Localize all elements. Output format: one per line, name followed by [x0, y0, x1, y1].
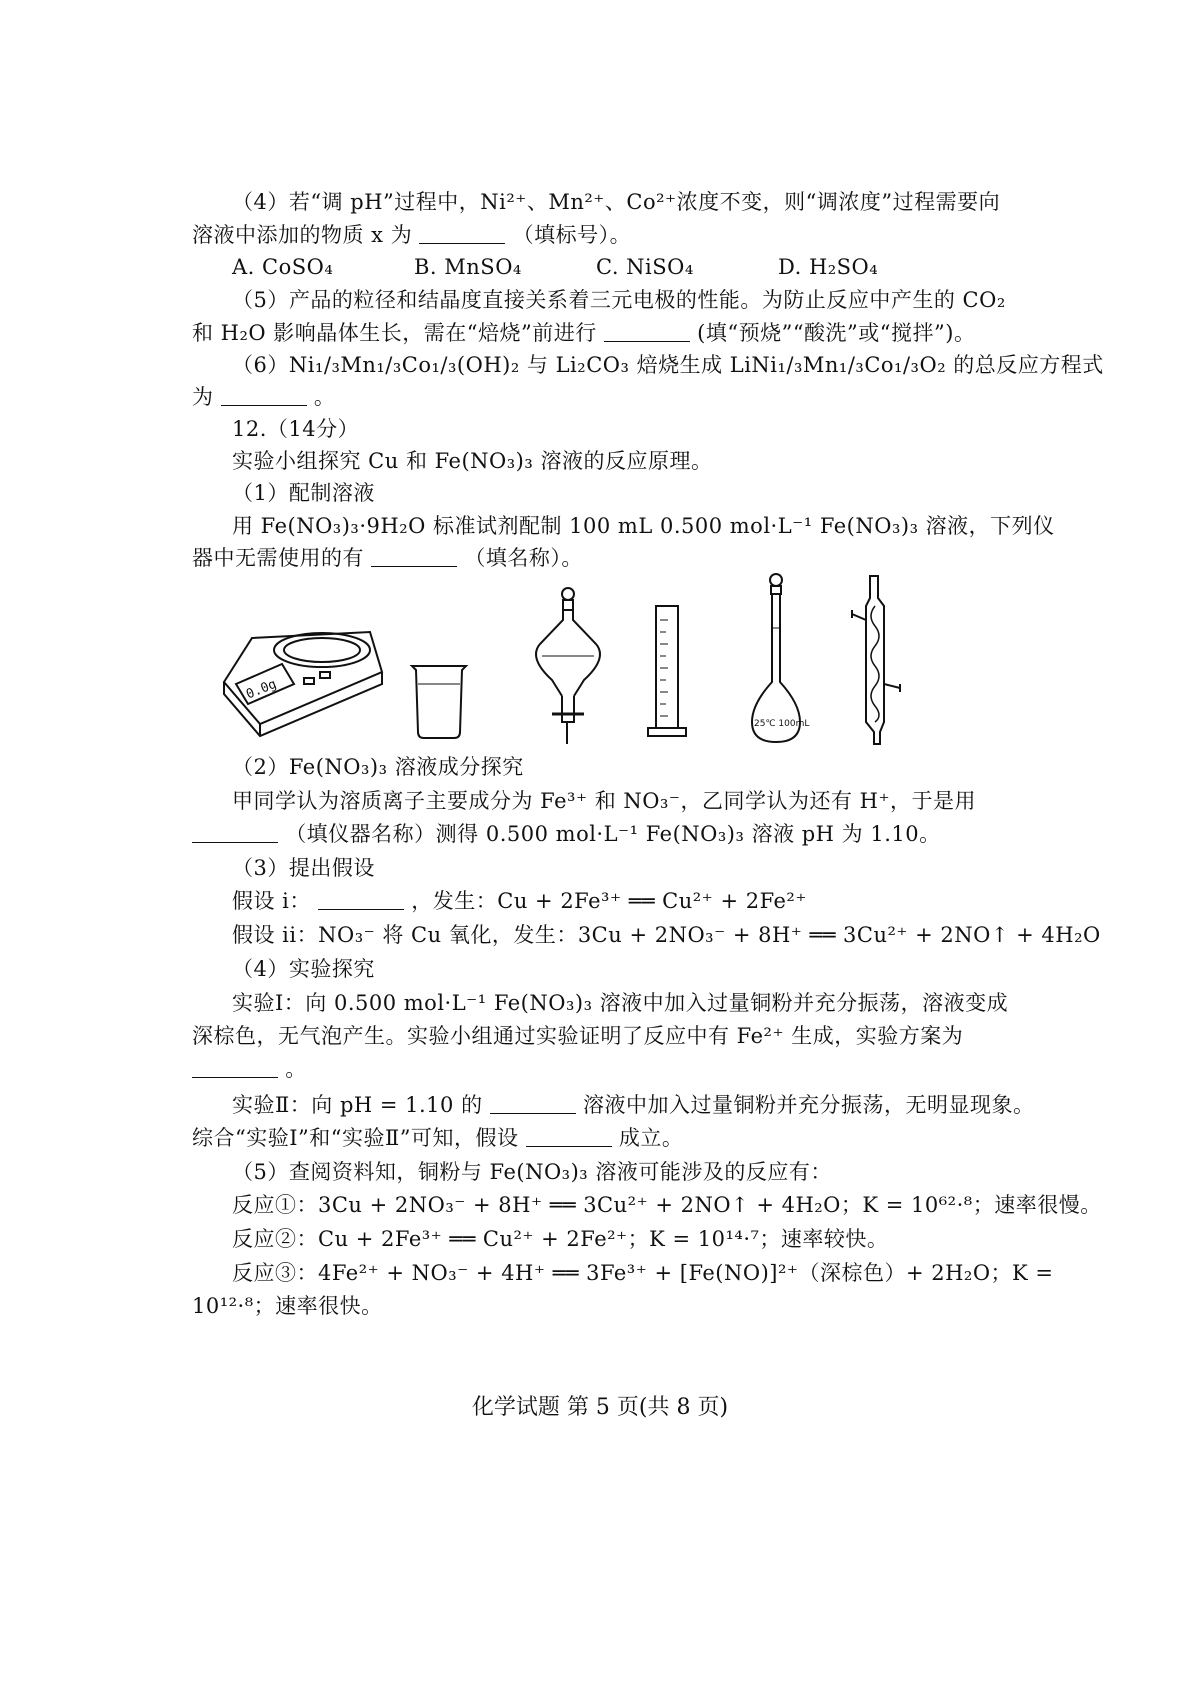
page-footer: 化学试题 第 5 页(共 8 页) [471, 1395, 729, 1420]
answer-blank[interactable] [221, 385, 307, 406]
experiment-1-line3 [192, 1054, 307, 1084]
answer-blank[interactable] [604, 321, 690, 342]
q4-line2-tail: （填标号）。 [512, 223, 632, 247]
graduated-cylinder-icon [648, 606, 686, 736]
hypothesis-2: 假设 ii：NO₃⁻ 将 Cu 氧化，发生：3Cu + 2NO₃⁻ + 8H⁺ ══ 3Cu²⁺ + 2NO↑ + 4H₂O [232, 923, 1101, 947]
part1-line2-text: 器中无需使用的有 [192, 546, 364, 570]
option-b[interactable]: B. MnSO₄ [414, 255, 522, 279]
experiment-2 [232, 1090, 1034, 1120]
answer-blank[interactable] [490, 1093, 576, 1114]
reaction-3-line1: 反应③：4Fe²⁺ + NO₃⁻ + 4H⁺ ══ 3Fe³⁺ + [Fe(NO)]²⁺（深棕色）+ 2H₂O；K = [232, 1261, 1054, 1285]
experiment-2-text: 实验Ⅱ：向 pH = 1.10 的 [232, 1093, 483, 1117]
q4-line2-text: 溶液中添加的物质 x 为 [192, 223, 413, 247]
q5-line2 [192, 318, 975, 348]
q12-intro: 实验小组探究 Cu 和 Fe(NO₃)₃ 溶液的反应原理。 [232, 449, 713, 473]
electronic-balance-icon [224, 632, 382, 736]
q4-line1: （4）若“调 pH”过程中，Ni²⁺、Mn²⁺、Co²⁺浓度不变，则“调浓度”过程需要向 [232, 190, 1001, 214]
q4-line2 [192, 220, 631, 250]
answer-blank[interactable] [318, 889, 404, 910]
reaction-2: 反应②：Cu + 2Fe³⁺ ══ Cu²⁺ + 2Fe²⁺；K = 10¹⁴·⁷；速率较快。 [232, 1227, 889, 1251]
beaker-icon [412, 666, 466, 738]
balance-display: 0.0g [244, 676, 279, 703]
q4-options [232, 252, 960, 282]
reaction-1: 反应①：3Cu + 2NO₃⁻ + 8H⁺ ══ 3Cu²⁺ + 2NO↑ + 4H₂O；K = 10⁶²·⁸；速率很慢。 [232, 1193, 1102, 1217]
part2-title: （2）Fe(NO₃)₃ 溶液成分探究 [232, 755, 524, 779]
conclusion [192, 1123, 683, 1153]
condenser-icon [852, 576, 900, 744]
experiment-1-end: 。 [285, 1057, 307, 1081]
q5-line2-tail: (填“预烧”“酸洗”或“搅拌”)。 [697, 321, 976, 345]
part1-title: （1）配制溶液 [232, 481, 375, 505]
conclusion-tail: 成立。 [618, 1126, 684, 1150]
q12-heading: 12.（14分） [232, 417, 360, 441]
q6-line2 [192, 382, 335, 412]
answer-blank[interactable] [371, 546, 457, 567]
part1-line1: 用 Fe(NO₃)₃·9H₂O 标准试剂配制 100 mL 0.500 mol·L⁻¹ Fe(NO₃)₃ 溶液，下列仪 [232, 514, 1055, 538]
hypothesis-1-label: 假设 i： [232, 889, 311, 913]
part3-title: （3）提出假设 [232, 856, 375, 880]
hypothesis-1-equation: ，发生：Cu + 2Fe³⁺ ══ Cu²⁺ + 2Fe²⁺ [411, 889, 807, 913]
option-a[interactable]: A. CoSO₄ [232, 255, 334, 279]
q6-line2-tail: 。 [313, 385, 336, 409]
part5-title: （5）查阅资料知，铜粉与 Fe(NO₃)₃ 溶液可能涉及的反应有： [232, 1160, 832, 1184]
part1-line2 [192, 543, 583, 573]
reaction-3-line2: 10¹²·⁸；速率很快。 [192, 1294, 383, 1318]
answer-blank[interactable] [419, 223, 505, 244]
part1-line2-tail: （填名称）。 [464, 546, 583, 570]
experiment-2-tail: 溶液中加入过量铜粉并充分振荡，无明显现象。 [582, 1093, 1035, 1117]
option-c[interactable]: C. NiSO₄ [596, 255, 694, 279]
experiment-1-line1: 实验Ⅰ：向 0.500 mol·L⁻¹ Fe(NO₃)₃ 溶液中加入过量铜粉并充分振荡，溶液变成 [232, 991, 1009, 1015]
experiment-1-line2: 深棕色，无气泡产生。实验小组通过实验证明了反应中有 Fe²⁺ 生成，实验方案为 [192, 1024, 964, 1048]
part2-line1: 甲同学认为溶质离子主要成分为 Fe³⁺ 和 NO₃⁻，乙同学认为还有 H⁺，于是用 [232, 789, 977, 813]
apparatus-figure [222, 572, 982, 752]
part4-title: （4）实验探究 [232, 957, 375, 981]
answer-blank[interactable] [526, 1126, 612, 1147]
hypothesis-1 [232, 886, 807, 916]
separatory-funnel-icon [536, 588, 600, 744]
part2-line2 [192, 819, 941, 849]
q5-line1: （5）产品的粒径和结晶度直接关系着三元电极的性能。为防止反应中产生的 CO₂ [232, 288, 1006, 312]
flask-label: 25℃ 100mL [754, 719, 810, 729]
volumetric-flask-icon [752, 574, 809, 742]
answer-blank[interactable] [192, 822, 278, 843]
q5-line2-text: 和 H₂O 影响晶体生长，需在“焙烧”前进行 [192, 321, 597, 345]
answer-blank[interactable] [192, 1057, 278, 1078]
conclusion-text: 综合“实验Ⅰ”和“实验Ⅱ”可知，假设 [192, 1126, 519, 1150]
q6-line1: （6）Ni₁/₃Mn₁/₃Co₁/₃(OH)₂ 与 Li₂CO₃ 焙烧生成 LiNi₁/₃Mn₁/₃Co₁/₃O₂ 的总反应方程式 [232, 353, 1104, 377]
option-d[interactable]: D. H₂SO₄ [778, 255, 879, 279]
part2-line2-text: （填仪器名称）测得 0.500 mol·L⁻¹ Fe(NO₃)₃ 溶液 pH 为 1.10。 [285, 822, 941, 846]
q6-line2-text: 为 [192, 385, 214, 409]
